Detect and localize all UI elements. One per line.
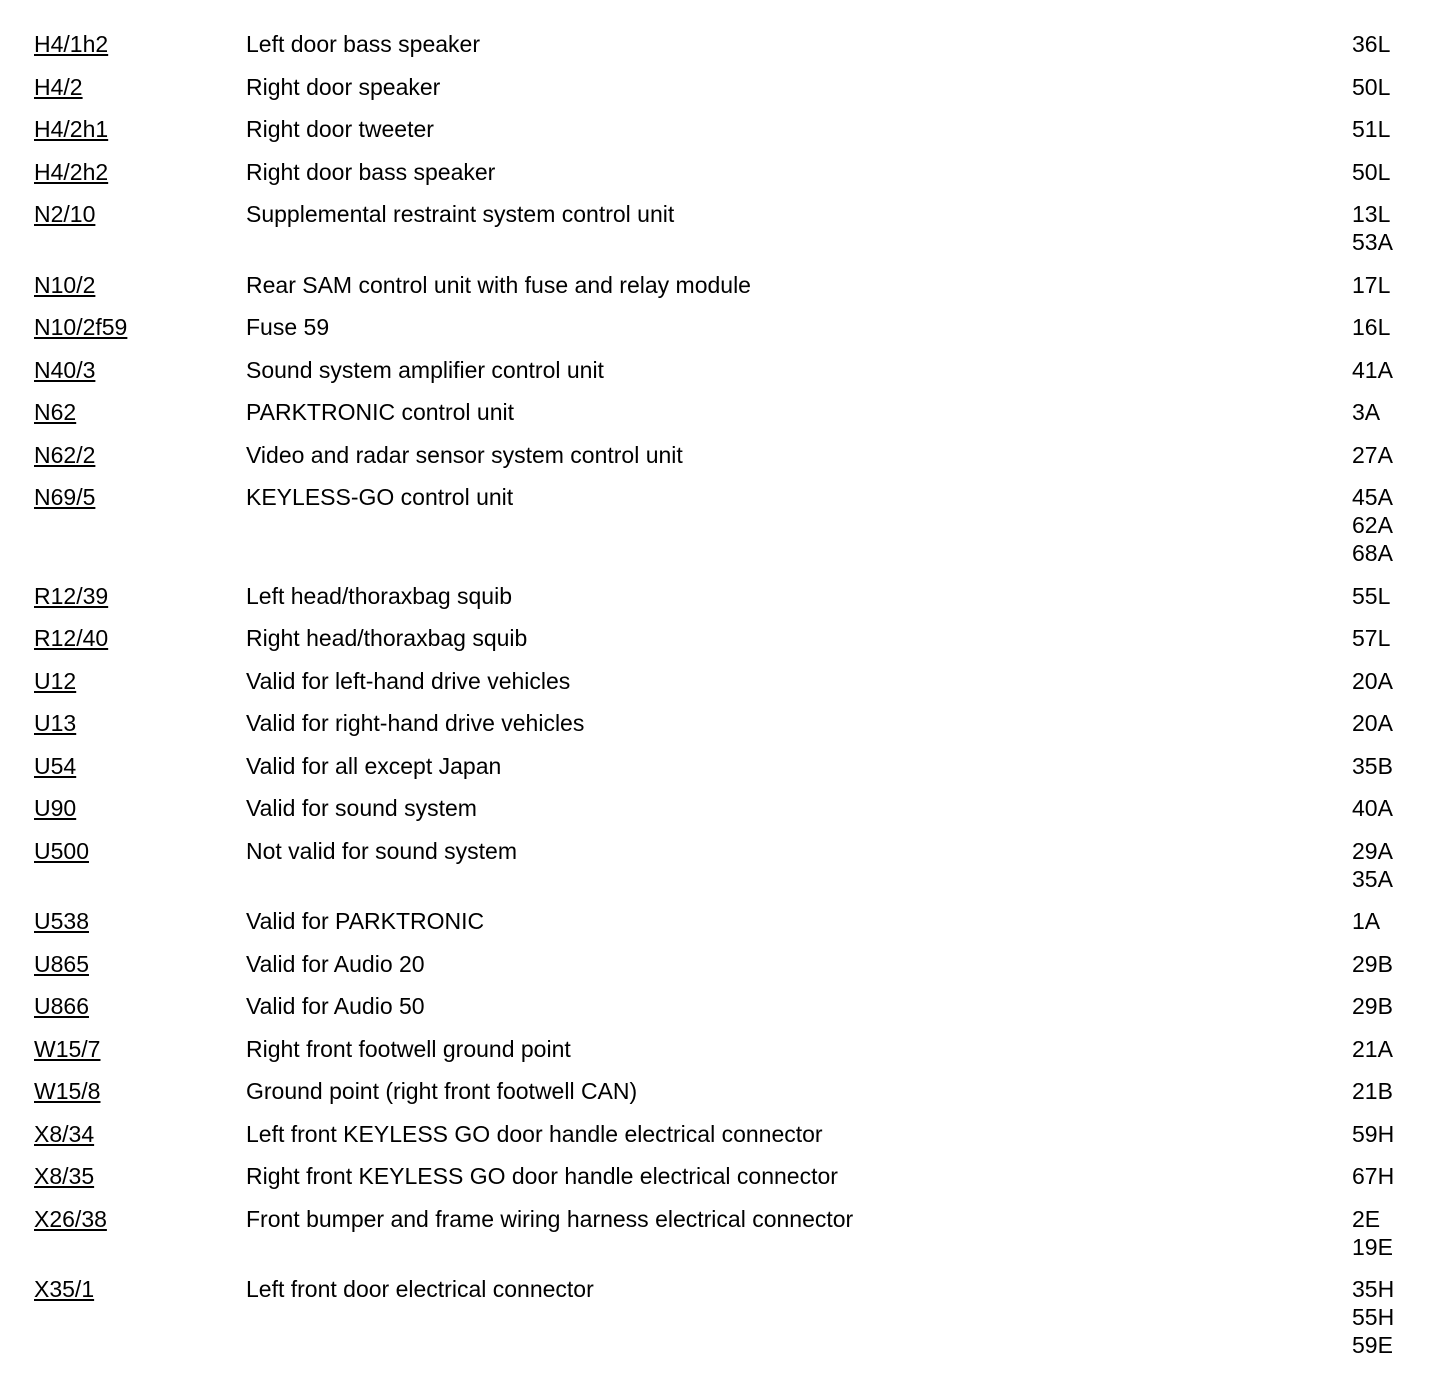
legend-row [0, 30, 1456, 58]
component-code-link[interactable]: W15/7 [34, 1035, 101, 1062]
component-code-link[interactable]: H4/2h2 [34, 158, 109, 185]
legend-row [0, 992, 1456, 1020]
grid-reference: 51L [1352, 116, 1391, 142]
grid-reference: 55H [1352, 1304, 1395, 1330]
grid-reference-list [1352, 624, 1456, 652]
grid-reference: 19E [1352, 1233, 1393, 1260]
component-code-link[interactable]: X8/35 [34, 1163, 95, 1189]
grid-reference-list [1352, 992, 1456, 1020]
component-code-link[interactable]: U500 [34, 837, 89, 864]
component-description: Valid for all except Japan [246, 752, 502, 779]
grid-reference-list [1352, 1162, 1456, 1190]
component-description: Video and radar sensor system control unit [246, 441, 683, 468]
grid-reference-list [1352, 200, 1456, 256]
component-code-link[interactable]: H4/2 [34, 73, 83, 100]
component-description: Valid for Audio 20 [246, 950, 425, 977]
component-description: Valid for left-hand drive vehicles [246, 667, 571, 694]
legend-row [0, 1035, 1456, 1063]
grid-reference-list [1352, 1077, 1456, 1105]
grid-reference: 17L [1352, 271, 1391, 298]
component-description: Fuse 59 [246, 314, 330, 340]
grid-reference-list [1352, 313, 1456, 341]
grid-reference: 29A [1352, 837, 1393, 864]
grid-reference: 3A [1352, 399, 1381, 425]
grid-reference: 57L [1352, 625, 1391, 651]
component-description: Supplemental restraint system control unit [246, 201, 675, 227]
component-description: Left front KEYLESS GO door handle electrical connector [246, 1120, 823, 1147]
component-description: Right front KEYLESS GO door handle electrical connector [246, 1163, 838, 1189]
component-code-link[interactable]: U54 [34, 752, 77, 779]
grid-reference-list [1352, 1035, 1456, 1063]
grid-reference-list [1352, 398, 1456, 426]
grid-reference: 67H [1352, 1163, 1395, 1189]
legend-row [0, 582, 1456, 610]
legend-row [0, 624, 1456, 652]
grid-reference: 21A [1352, 1035, 1393, 1062]
grid-reference: 53A [1352, 229, 1393, 255]
component-description: Valid for Audio 50 [246, 993, 425, 1019]
grid-reference-list [1352, 907, 1456, 935]
grid-reference-list [1352, 1275, 1456, 1359]
component-legend-table [0, 30, 1456, 1374]
grid-reference-list [1352, 356, 1456, 384]
grid-reference-list [1352, 271, 1456, 299]
component-description: Right door speaker [246, 73, 441, 100]
grid-reference-list [1352, 73, 1456, 101]
legend-row [0, 907, 1456, 935]
grid-reference-list [1352, 483, 1456, 567]
component-description: Left front door electrical connector [246, 1276, 594, 1302]
component-code-link[interactable]: X8/34 [34, 1120, 95, 1147]
grid-reference-list [1352, 667, 1456, 695]
component-description: Right head/thoraxbag squib [246, 625, 528, 651]
component-description: Right door bass speaker [246, 158, 496, 185]
grid-reference-list [1352, 30, 1456, 58]
component-description: Valid for right-hand drive vehicles [246, 710, 585, 736]
grid-reference: 2E [1352, 1205, 1381, 1232]
grid-reference: 35B [1352, 752, 1393, 779]
legend-row [0, 73, 1456, 101]
component-description: Right front footwell ground point [246, 1035, 571, 1062]
legend-row [0, 356, 1456, 384]
grid-reference-list [1352, 752, 1456, 780]
grid-reference: 50L [1352, 158, 1391, 185]
component-code-link[interactable]: U90 [34, 795, 77, 821]
legend-row [0, 200, 1456, 256]
legend-row [0, 837, 1456, 893]
grid-reference: 36L [1352, 31, 1391, 57]
legend-row [0, 313, 1456, 341]
legend-row [0, 1162, 1456, 1190]
component-description: Not valid for sound system [246, 837, 518, 864]
component-code-link[interactable]: U538 [34, 908, 89, 934]
component-description: Ground point (right front footwell CAN) [246, 1078, 638, 1104]
component-description: Front bumper and frame wiring harness electrical connector [246, 1205, 854, 1232]
grid-reference-list [1352, 1205, 1456, 1261]
legend-row [0, 483, 1456, 567]
component-code-link[interactable]: R12/40 [34, 625, 109, 651]
grid-reference: 13L [1352, 201, 1391, 227]
grid-reference: 21B [1352, 1078, 1393, 1104]
component-code-link[interactable]: N62 [34, 399, 77, 425]
component-code-link[interactable]: N40/3 [34, 356, 96, 383]
grid-reference: 68A [1352, 540, 1393, 566]
grid-reference: 41A [1352, 356, 1393, 383]
grid-reference: 55L [1352, 582, 1391, 609]
legend-row [0, 158, 1456, 186]
grid-reference: 1A [1352, 908, 1381, 934]
component-description: PARKTRONIC control unit [246, 399, 514, 425]
component-code-link[interactable]: X35/1 [34, 1276, 95, 1302]
component-code-link[interactable]: N10/2 [34, 271, 96, 298]
grid-reference: 50L [1352, 73, 1391, 100]
component-description: Right door tweeter [246, 116, 434, 142]
legend-row [0, 794, 1456, 822]
component-description: KEYLESS-GO control unit [246, 484, 514, 510]
component-code-link[interactable]: R12/39 [34, 582, 109, 609]
component-code-link[interactable]: X26/38 [34, 1205, 107, 1232]
grid-reference-list [1352, 837, 1456, 893]
legend-row [0, 752, 1456, 780]
grid-reference: 45A [1352, 484, 1393, 510]
legend-row [0, 441, 1456, 469]
component-code-link[interactable]: U865 [34, 950, 89, 977]
grid-reference: 29B [1352, 950, 1393, 977]
component-code-link[interactable]: N69/5 [34, 484, 96, 510]
grid-reference-list [1352, 115, 1456, 143]
component-description: Left door bass speaker [246, 31, 480, 57]
component-description: Rear SAM control unit with fuse and relay module [246, 271, 751, 298]
component-code-link[interactable]: H4/1h2 [34, 31, 109, 57]
grid-reference: 59E [1352, 1332, 1393, 1358]
grid-reference-list [1352, 158, 1456, 186]
grid-reference-list [1352, 582, 1456, 610]
grid-reference-list [1352, 794, 1456, 822]
component-code-link[interactable]: W15/8 [34, 1078, 101, 1104]
grid-reference-list [1352, 441, 1456, 469]
legend-row [0, 1077, 1456, 1105]
grid-reference: 20A [1352, 710, 1393, 736]
grid-reference-list [1352, 1120, 1456, 1148]
grid-reference: 35A [1352, 865, 1393, 892]
grid-reference: 20A [1352, 667, 1393, 694]
legend-row [0, 271, 1456, 299]
grid-reference: 40A [1352, 795, 1393, 821]
grid-reference: 35H [1352, 1276, 1395, 1302]
grid-reference: 27A [1352, 441, 1393, 468]
component-code-link[interactable]: H4/2h1 [34, 116, 109, 142]
grid-reference: 59H [1352, 1120, 1395, 1147]
component-code-link[interactable]: U13 [34, 710, 77, 736]
component-code-link[interactable]: U866 [34, 993, 89, 1019]
grid-reference: 29B [1352, 993, 1393, 1019]
component-code-link[interactable]: N10/2f59 [34, 314, 128, 340]
legend-row [0, 1120, 1456, 1148]
legend-row [0, 709, 1456, 737]
legend-row [0, 950, 1456, 978]
grid-reference-list [1352, 950, 1456, 978]
component-description: Sound system amplifier control unit [246, 356, 604, 383]
legend-row [0, 398, 1456, 426]
grid-reference: 62A [1352, 512, 1393, 538]
legend-row [0, 667, 1456, 695]
grid-reference: 16L [1352, 314, 1391, 340]
legend-row [0, 115, 1456, 143]
component-code-link[interactable]: N62/2 [34, 441, 96, 468]
legend-row [0, 1275, 1456, 1359]
component-description: Valid for PARKTRONIC [246, 908, 485, 934]
component-description: Left head/thoraxbag squib [246, 582, 512, 609]
component-description: Valid for sound system [246, 795, 477, 821]
component-code-link[interactable]: N2/10 [34, 201, 96, 227]
legend-row [0, 1205, 1456, 1261]
component-code-link[interactable]: U12 [34, 667, 77, 694]
grid-reference-list [1352, 709, 1456, 737]
